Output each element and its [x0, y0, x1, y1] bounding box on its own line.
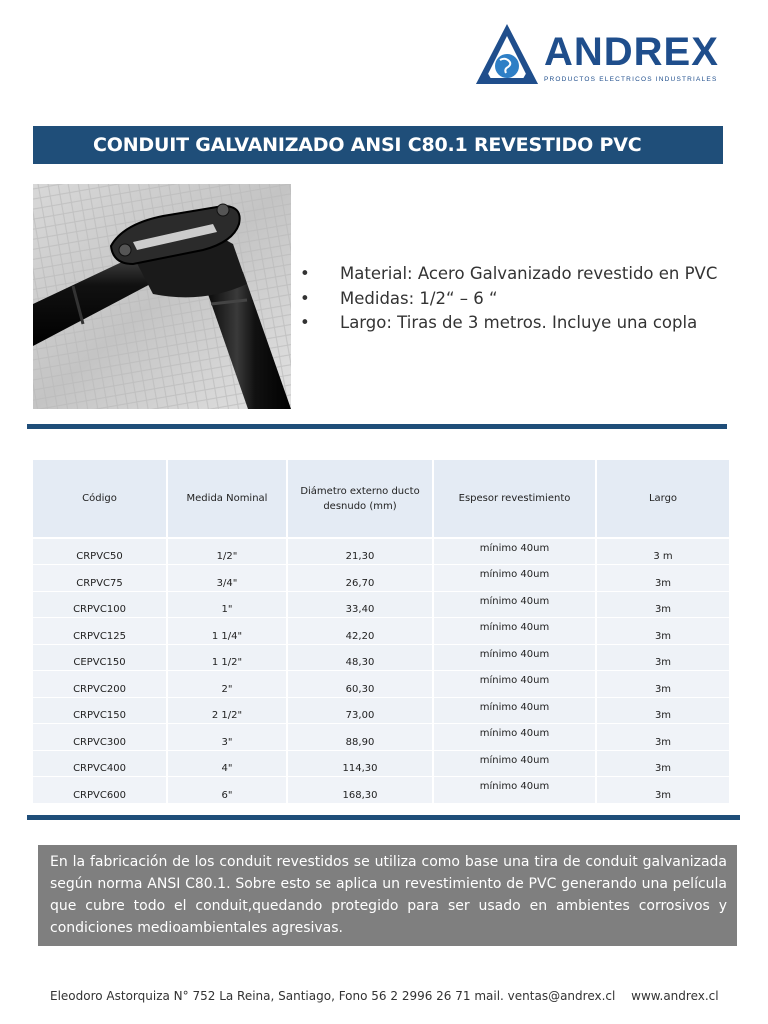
feature-length: • Largo: Tiras de 3 metros. Incluye una copla	[300, 313, 698, 332]
cell-diametro: 26,70	[287, 565, 433, 592]
product-title: CONDUIT GALVANIZADO ANSI C80.1 REVESTIDO PVC	[33, 126, 723, 164]
cell-codigo: CRPVC300	[33, 724, 167, 751]
footer-address: Eleodoro Astorquiza N° 752 La Reina, Santiago, Fono 56 2 2996 26 71 mail. ventas@andrex.cl	[50, 989, 616, 1003]
cell-espesor: mínimo 40um	[433, 724, 596, 751]
cell-medida: 3/4"	[167, 565, 287, 592]
table-header-row	[33, 460, 730, 538]
cell-largo: 3m	[596, 618, 730, 645]
table-row	[33, 750, 730, 777]
table-row	[33, 644, 730, 671]
cell-espesor: mínimo 40um	[433, 591, 596, 618]
table-row	[33, 618, 730, 645]
table-row	[33, 697, 730, 724]
header-espesor: Espesor revestimiento	[433, 460, 596, 538]
product-description: En la fabricación de los conduit revestidos se utiliza como base una tira de conduit galvanizada según norma ANSI C80.1. Sobre esto se aplica un revestimiento de PVC generando una película que cubre todo el conduit,quedando protegido para ser usado en ambientes corrosivos y condiciones medioambientales agresivas.	[38, 845, 737, 946]
header-codigo: Código	[33, 460, 167, 538]
feature-material: • Material: Acero Galvanizado revestido en PVC	[300, 264, 718, 283]
cell-espesor: mínimo 40um	[433, 618, 596, 645]
cell-espesor: mínimo 40um	[433, 565, 596, 592]
cell-codigo: CRPVC125	[33, 618, 167, 645]
brand-name: ANDREX	[544, 30, 719, 74]
cell-codigo: CRPVC200	[33, 671, 167, 698]
cell-medida: 2 1/2"	[167, 697, 287, 724]
cell-codigo: CRPVC100	[33, 591, 167, 618]
cell-largo: 3m	[596, 777, 730, 804]
cell-codigo: CRPVC400	[33, 750, 167, 777]
feature-list	[300, 262, 740, 336]
cell-medida: 3"	[167, 724, 287, 751]
cell-diametro: 73,00	[287, 697, 433, 724]
cell-espesor: mínimo 40um	[433, 697, 596, 724]
cell-largo: 3m	[596, 565, 730, 592]
cell-largo: 3m	[596, 750, 730, 777]
table-row	[33, 724, 730, 751]
cell-diametro: 114,30	[287, 750, 433, 777]
table-row	[33, 565, 730, 592]
cell-largo: 3 m	[596, 538, 730, 565]
cell-espesor: mínimo 40um	[433, 671, 596, 698]
header-largo: Largo	[596, 460, 730, 538]
cell-diametro: 88,90	[287, 724, 433, 751]
cell-medida: 1 1/4"	[167, 618, 287, 645]
footer-website-link[interactable]: www.andrex.cl	[631, 989, 719, 1003]
table-row	[33, 538, 730, 565]
section-divider	[27, 424, 727, 429]
cell-medida: 1/2"	[167, 538, 287, 565]
globe-triangle-icon	[474, 22, 540, 86]
cell-largo: 3m	[596, 697, 730, 724]
cell-diametro: 42,20	[287, 618, 433, 645]
brand-tagline: PRODUCTOS ELECTRICOS INDUSTRIALES	[544, 76, 718, 83]
cell-medida: 4"	[167, 750, 287, 777]
cell-diametro: 48,30	[287, 644, 433, 671]
cell-codigo: CRPVC50	[33, 538, 167, 565]
cell-medida: 1 1/2"	[167, 644, 287, 671]
cell-medida: 2"	[167, 671, 287, 698]
cell-largo: 3m	[596, 724, 730, 751]
specs-table	[33, 460, 731, 804]
cell-codigo: CEPVC150	[33, 644, 167, 671]
table-row	[33, 671, 730, 698]
cell-espesor: mínimo 40um	[433, 538, 596, 565]
cell-espesor: mínimo 40um	[433, 644, 596, 671]
cell-diametro: 21,30	[287, 538, 433, 565]
section-divider	[27, 815, 740, 820]
cell-diametro: 60,30	[287, 671, 433, 698]
cell-largo: 3m	[596, 644, 730, 671]
cell-largo: 3m	[596, 591, 730, 618]
cell-codigo: CRPVC150	[33, 697, 167, 724]
footer-contact	[50, 989, 750, 1003]
cell-espesor: mínimo 40um	[433, 750, 596, 777]
table-row	[33, 591, 730, 618]
product-photo	[33, 184, 291, 409]
feature-sizes: • Medidas: 1/2“ – 6 “	[300, 288, 498, 308]
header-diametro: Diámetro externo ducto desnudo (mm)	[287, 460, 433, 538]
cell-codigo: CRPVC75	[33, 565, 167, 592]
andrex-logo	[474, 22, 724, 88]
cell-codigo: CRPVC600	[33, 777, 167, 804]
cell-medida: 6"	[167, 777, 287, 804]
cell-diametro: 168,30	[287, 777, 433, 804]
header-medida-nominal: Medida Nominal	[167, 460, 287, 538]
cell-diametro: 33,40	[287, 591, 433, 618]
table-row	[33, 777, 730, 804]
cell-medida: 1"	[167, 591, 287, 618]
cell-espesor: mínimo 40um	[433, 777, 596, 804]
cell-largo: 3m	[596, 671, 730, 698]
